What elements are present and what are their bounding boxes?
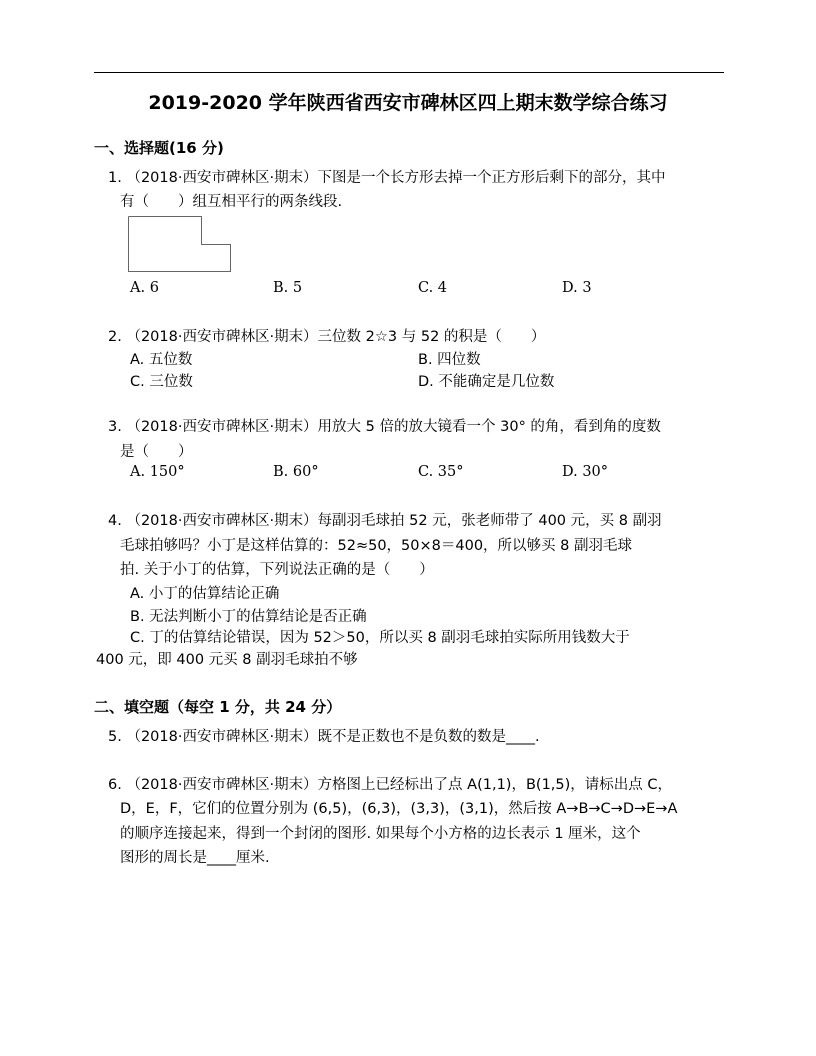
q4-option-a: A. 小丁的估算结论正确 bbox=[130, 586, 280, 602]
q2-option-d: D. 不能确定是几位数 bbox=[418, 374, 555, 390]
q1-option-c: C. 4 bbox=[418, 280, 448, 296]
q6-line2: D，E，F，它们的位置分别为 (6,5)，(6,3)，(3,3)，(3,1)，然后按 A→B→C→D→E→A bbox=[120, 801, 678, 817]
q4-line2: 毛球拍够吗？小丁是这样估算的：52≈50，50×8＝400，所以够买 8 副羽毛球 bbox=[120, 538, 632, 554]
q1-option-b: B. 5 bbox=[273, 280, 303, 296]
section-heading-fill: 二、填空题（每空 1 分，共 24 分） bbox=[94, 698, 342, 716]
q3-option-d: D. 30° bbox=[562, 464, 609, 480]
q4-line3: 拍. 关于小丁的估算，下列说法正确的是（ ） bbox=[120, 562, 434, 578]
q3-line1: 3. （2018·西安市碑林区·期末）用放大 5 倍的放大镜看一个 30° 的角，看到角的度数 bbox=[108, 419, 661, 435]
q4-line1: 4. （2018·西安市碑林区·期末）每副羽毛球拍 52 元，张老师带了 400 元，买 8 副羽 bbox=[108, 513, 662, 529]
q3-option-b: B. 60° bbox=[273, 464, 319, 480]
header-rule bbox=[94, 72, 724, 73]
page-title: 2019-2020 学年陕西省西安市碑林区四上期末数学综合练习 bbox=[148, 92, 668, 114]
q3-line2: 是（ ） bbox=[120, 444, 193, 460]
q4-option-b: B. 无法判断小丁的估算结论是否正确 bbox=[130, 609, 367, 625]
q3-option-c: C. 35° bbox=[418, 464, 464, 480]
q4-option-c: C. 丁的估算结论错误，因为 52＞50，所以买 8 副羽毛球拍实际所用钱数大于 bbox=[130, 630, 630, 646]
q1-line1: 1. （2018·西安市碑林区·期末）下图是一个长方形去掉一个正方形后剩下的部分，其中 bbox=[108, 170, 666, 186]
q5-line1: 5. （2018·西安市碑林区·期末）既不是正数也不是负数的数是____. bbox=[108, 729, 540, 745]
q6-line3: 的顺序连接起来，得到一个封闭的图形. 如果每个小方格的边长表示 1 厘米，这个 bbox=[120, 826, 641, 842]
q1-option-a: A. 6 bbox=[130, 280, 159, 296]
q2-option-b: B. 四位数 bbox=[418, 352, 481, 368]
q2-option-a: A. 五位数 bbox=[130, 352, 193, 368]
l-shape-figure bbox=[128, 216, 232, 274]
q1-line2: 有（ ）组互相平行的两条线段. bbox=[120, 194, 343, 210]
q1-option-d: D. 3 bbox=[562, 280, 592, 296]
q4-option-c-continued: 400 元，即 400 元买 8 副羽毛球拍不够 bbox=[96, 652, 358, 668]
q2-line1: 2. （2018·西安市碑林区·期末）三位数 2☆3 与 52 的积是（ ） bbox=[108, 329, 546, 345]
q6-line4: 图形的周长是____厘米. bbox=[120, 850, 270, 866]
q2-option-c: C. 三位数 bbox=[130, 374, 193, 390]
q6-line1: 6. （2018·西安市碑林区·期末）方格图上已经标出了点 A(1,1)，B(1,5)，请标出点 C， bbox=[108, 777, 673, 793]
section-heading-choice: 一、选择题(16 分) bbox=[94, 139, 224, 157]
q3-option-a: A. 150° bbox=[130, 464, 185, 480]
